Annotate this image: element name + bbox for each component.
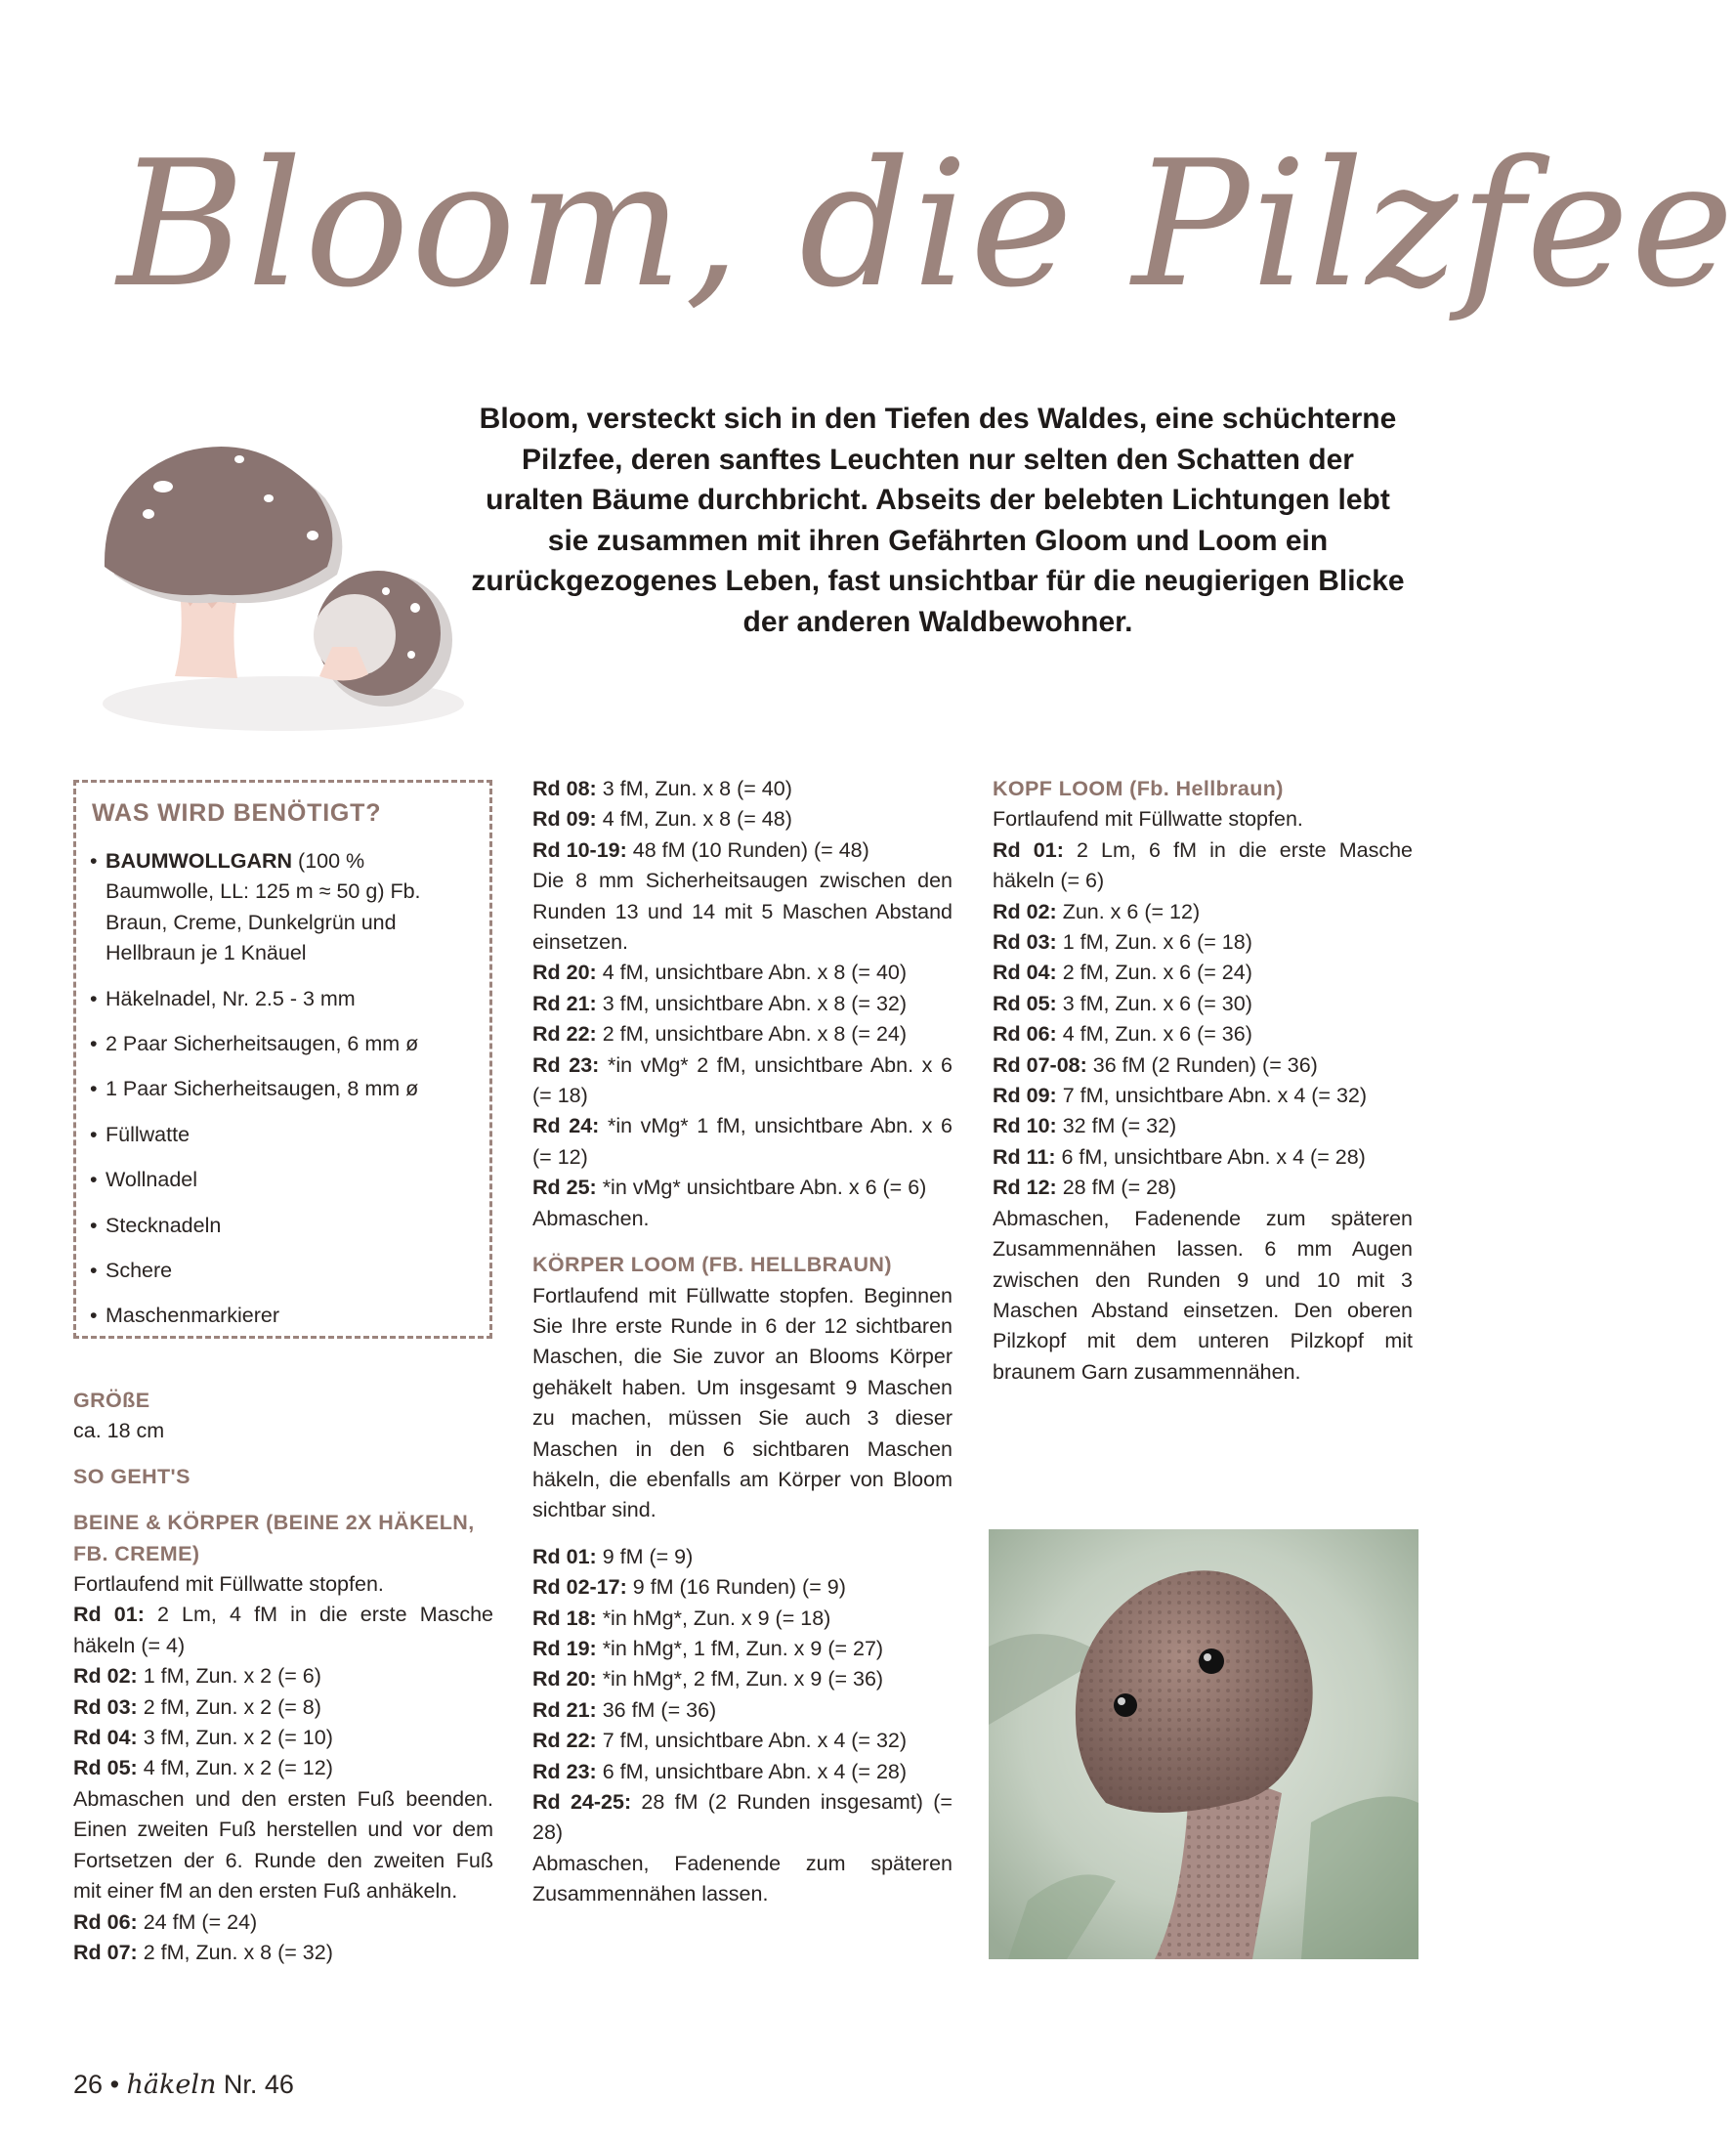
row-text: 4 fM, Zun. x 6 (= 36) — [1056, 1022, 1252, 1047]
right-column — [993, 774, 1413, 1388]
row-label: Rd 19: — [532, 1636, 597, 1660]
materials-list — [90, 846, 476, 1347]
materials-item-text: Häkelnadel, Nr. 2.5 - 3 mm — [106, 986, 356, 1010]
materials-item — [90, 1256, 476, 1286]
legs-intro: Fortlaufend mit Füllwatte stopfen. — [73, 1572, 384, 1597]
row-text: 28 fM (2 Runden insgesamt) (= 28) — [532, 1790, 953, 1845]
page-footer — [73, 2070, 294, 2100]
row-text: 1 fM, Zun. x 6 (= 18) — [1056, 930, 1252, 955]
row-text: 3 fM, unsichtbare Abn. x 8 (= 32) — [596, 991, 908, 1015]
middle-column — [532, 774, 953, 1910]
row-text: 9 fM (= 9) — [596, 1544, 694, 1568]
pattern-row — [532, 804, 953, 835]
row-label: Rd 09: — [993, 1084, 1057, 1108]
materials-item — [90, 984, 476, 1014]
row-label: Rd 24: — [532, 1114, 600, 1138]
materials-item — [90, 1211, 476, 1241]
pattern-row — [73, 1692, 493, 1723]
row-label: Rd 04: — [73, 1726, 138, 1750]
pattern-row — [73, 1600, 493, 1661]
row-label: Rd 25: — [532, 1176, 597, 1200]
page-number: 26 — [73, 2070, 104, 2099]
materials-item-text: Maschenmarkierer — [106, 1304, 280, 1328]
row-text: 36 fM (= 36) — [596, 1697, 717, 1722]
row-text: 32 fM (= 32) — [1056, 1114, 1177, 1138]
row-text: 7 fM, unsichtbare Abn. x 4 (= 32) — [1056, 1084, 1368, 1108]
pattern-row — [532, 1787, 953, 1849]
row-text: *in hMg*, 2 fM, Zun. x 9 (= 36) — [596, 1667, 884, 1691]
row-label: Rd 09: — [532, 807, 597, 832]
row-label: Rd 23: — [532, 1052, 600, 1077]
pattern-row — [73, 1907, 493, 1938]
pattern-row — [532, 1757, 953, 1787]
row-label: Rd 01: — [993, 837, 1064, 862]
page-title: Bloom, die Pilzfee — [117, 123, 1736, 325]
materials-item — [90, 1301, 476, 1331]
size-value: ca. 18 cm — [73, 1419, 165, 1443]
row-label: Rd 01: — [532, 1544, 597, 1568]
pattern-row — [993, 1204, 1413, 1388]
legs-rows — [73, 1600, 493, 1968]
body-loom-heading: KÖRPER LOOM (FB. HELLBRAUN) — [532, 1253, 892, 1277]
materials-title: WAS WIRD BENÖTIGT? — [92, 799, 382, 827]
pattern-row — [993, 1050, 1413, 1081]
row-text: 2 fM, unsichtbare Abn. x 8 (= 24) — [596, 1022, 908, 1047]
pattern-row — [532, 1542, 953, 1572]
row-text: 2 Lm, 6 fM in die erste Masche häkeln (= 6) — [993, 837, 1413, 893]
row-text: 2 fM, Zun. x 8 (= 32) — [137, 1940, 333, 1964]
row-label: Rd 03: — [73, 1694, 138, 1719]
pattern-row — [532, 1111, 953, 1173]
row-label: Rd 01: — [73, 1603, 145, 1627]
row-text: 24 fM (= 24) — [137, 1909, 258, 1934]
materials-item-text: Füllwatte — [106, 1122, 191, 1146]
pattern-row — [73, 1753, 493, 1783]
pattern-row — [993, 1081, 1413, 1111]
row-text: Abmaschen. — [532, 1206, 650, 1230]
pattern-row — [532, 1604, 953, 1634]
row-label: Rd 04: — [993, 961, 1057, 985]
row-label: Rd 23: — [532, 1759, 597, 1783]
row-label: Rd 22: — [532, 1022, 597, 1047]
head-loom-rows — [993, 835, 1413, 1388]
row-text: Abmaschen, Fadenende zum späteren Zusammennähen lassen. 6 mm Augen zwischen den Runden 9 und 10 mit 3 Maschen Abstand einsetzen. Den oberen Pilzkopf mit dem unteren Pilzkopf mit braunem Garn zusammennähen. — [993, 1206, 1413, 1384]
pattern-row — [532, 1050, 953, 1112]
pattern-row — [73, 1723, 493, 1753]
middle-rows — [532, 774, 953, 1234]
row-label: Rd 21: — [532, 1697, 597, 1722]
row-label: Rd 11: — [993, 1144, 1056, 1169]
mushroom-photo — [989, 1529, 1418, 1959]
row-label: Rd 21: — [532, 991, 597, 1015]
row-label: Rd 05: — [73, 1756, 138, 1780]
pattern-row — [532, 835, 953, 866]
row-text: 6 fM, unsichtbare Abn. x 4 (= 28) — [1055, 1144, 1366, 1169]
row-label: Rd 22: — [532, 1729, 597, 1753]
pattern-row — [993, 1111, 1413, 1141]
materials-item — [90, 1120, 476, 1150]
row-label: Rd 12: — [993, 1176, 1057, 1200]
pattern-row — [532, 1204, 953, 1234]
row-text: 4 fM, unsichtbare Abn. x 8 (= 40) — [596, 961, 908, 985]
head-loom-intro: Fortlaufend mit Füllwatte stopfen. — [993, 807, 1303, 832]
pattern-row — [73, 1938, 493, 1968]
left-column — [73, 1386, 493, 1968]
pattern-row — [532, 774, 953, 804]
pattern-row — [993, 927, 1413, 958]
row-label: Rd 18: — [532, 1606, 597, 1630]
row-text: 2 fM, Zun. x 6 (= 24) — [1056, 961, 1252, 985]
pattern-row — [993, 958, 1413, 988]
row-text: 4 fM, Zun. x 2 (= 12) — [137, 1756, 333, 1780]
materials-item-text: Wollnadel — [106, 1168, 198, 1192]
materials-item — [90, 1029, 476, 1059]
row-label: Rd 20: — [532, 1667, 597, 1691]
row-text: 2 fM, Zun. x 2 (= 8) — [137, 1694, 321, 1719]
pattern-row — [993, 1019, 1413, 1049]
materials-item-text: 1 Paar Sicherheitsaugen, 8 mm ø — [106, 1077, 419, 1101]
pattern-row — [532, 958, 953, 988]
row-label: Rd 07-08: — [993, 1052, 1087, 1077]
row-text: Abmaschen, Fadenende zum späteren Zusammennähen lassen. — [532, 1851, 953, 1906]
row-text: 3 fM, Zun. x 8 (= 40) — [596, 777, 792, 800]
pattern-row — [993, 835, 1413, 897]
howto-heading: SO GEHT'S — [73, 1464, 191, 1488]
row-label: Rd 02: — [993, 899, 1057, 923]
row-label: Rd 07: — [73, 1940, 138, 1964]
materials-item — [90, 1165, 476, 1195]
row-label: Rd 06: — [993, 1022, 1057, 1047]
row-text: *in hMg*, Zun. x 9 (= 18) — [596, 1606, 831, 1630]
pattern-row — [532, 1173, 953, 1203]
materials-item — [90, 1074, 476, 1104]
row-text: 6 fM, unsichtbare Abn. x 4 (= 28) — [596, 1759, 908, 1783]
intro-text: Bloom, versteckt sich in den Tiefen des Waldes, eine schüchterne Pilzfee, deren sanftes Leuchten nur selten den Schatten der uralten Bäume durchbricht. Abseits der belebten Lichtungen lebt sie zusammen mit ihren Gefährten Gloom und Loom ein zurückgezogenes Leben, fast unsichtbar für die neugierigen Blicke der anderen Waldbewohner. — [471, 403, 1405, 638]
row-label: Rd 02-17: — [532, 1575, 627, 1600]
row-text: 3 fM, Zun. x 2 (= 10) — [137, 1726, 333, 1750]
mushroom-illustration — [93, 420, 484, 733]
row-text: *in vMg* unsichtbare Abn. x 6 (= 6) — [596, 1176, 927, 1200]
magazine-name: häkeln — [126, 2070, 217, 2100]
row-label: Rd 05: — [993, 991, 1057, 1015]
pattern-row — [532, 866, 953, 958]
row-text: 7 fM, unsichtbare Abn. x 4 (= 32) — [596, 1729, 908, 1753]
materials-item-bold: BAUMWOLLGARN — [106, 849, 293, 873]
pattern-row — [532, 1726, 953, 1756]
pattern-row — [532, 1849, 953, 1910]
crochet-mushroom-photo-icon — [989, 1529, 1418, 1959]
row-label: Rd 24-25: — [532, 1790, 632, 1814]
row-text: 28 fM (= 28) — [1056, 1176, 1177, 1200]
pattern-row — [532, 1572, 953, 1603]
row-text: Zun. x 6 (= 12) — [1056, 899, 1201, 923]
materials-item-text: (100 % Baumwolle, LL: 125 m ≈ 50 g) Fb. Braun, Creme, Dunkelgrün und Hellbraun je 1 Knäuel — [106, 849, 421, 965]
materials-item-text: Schere — [106, 1259, 173, 1283]
row-label: Rd 20: — [532, 961, 597, 985]
footer-bullet: • — [109, 2070, 120, 2099]
issue-number: Nr. 46 — [223, 2070, 294, 2099]
row-label: Rd 10-19: — [532, 837, 627, 862]
row-label: Rd 03: — [993, 930, 1057, 955]
pattern-row — [532, 1634, 953, 1664]
pattern-row — [993, 1142, 1413, 1173]
row-text: Die 8 mm Sicherheitsaugen zwischen den Runden 13 und 14 mit 5 Maschen Abstand einsetzen. — [532, 869, 953, 955]
materials-item-text: 2 Paar Sicherheitsaugen, 6 mm ø — [106, 1032, 419, 1056]
head-loom-heading: KOPF LOOM (Fb. Hellbraun) — [993, 777, 1284, 800]
pattern-row — [532, 1019, 953, 1049]
pattern-row — [73, 1661, 493, 1691]
row-label: Rd 10: — [993, 1114, 1057, 1138]
row-text: *in vMg* 2 fM, unsichtbare Abn. x 6 (= 18) — [532, 1052, 953, 1108]
legs-heading: BEINE & KÖRPER (BEINE 2X HÄKELN, FB. CREME) — [73, 1511, 475, 1565]
body-loom-intro: Fortlaufend mit Füllwatte stopfen. Beginnen Sie Ihre erste Runde in 6 der 12 sichtbaren Maschen, die Sie zuvor an Blooms Körper gehäkelt haben. Um insgesamt 9 Maschen zu machen, müssen Sie auch 3 dieser Maschen in den 6 sichtbaren Maschen häkeln, die ebenfalls am Körper von Bloom sichtbar sind. — [532, 1283, 953, 1522]
row-text: 9 fM (16 Runden) (= 9) — [626, 1575, 846, 1600]
row-text: *in vMg* 1 fM, unsichtbare Abn. x 6 (= 12) — [532, 1114, 953, 1169]
materials-item-text: Stecknadeln — [106, 1213, 222, 1237]
pattern-row — [993, 989, 1413, 1019]
pattern-row — [532, 1664, 953, 1694]
row-text: *in hMg*, 1 fM, Zun. x 9 (= 27) — [596, 1636, 884, 1660]
row-text: 1 fM, Zun. x 2 (= 6) — [137, 1664, 321, 1689]
row-text: 3 fM, Zun. x 6 (= 30) — [1056, 991, 1252, 1015]
row-label: Rd 06: — [73, 1909, 138, 1934]
pattern-row — [73, 1784, 493, 1907]
body-loom-rows — [532, 1542, 953, 1910]
materials-item — [90, 846, 476, 969]
row-text: 48 fM (10 Runden) (= 48) — [626, 837, 869, 862]
row-label: Rd 08: — [532, 777, 597, 800]
row-text: 36 fM (2 Runden) (= 36) — [1086, 1052, 1318, 1077]
row-text: 2 Lm, 4 fM in die erste Masche häkeln (= 4) — [73, 1603, 493, 1657]
pattern-row — [532, 989, 953, 1019]
row-text: 4 fM, Zun. x 8 (= 48) — [596, 807, 792, 832]
pattern-row — [532, 1695, 953, 1726]
pattern-row — [993, 897, 1413, 927]
row-label: Rd 02: — [73, 1664, 138, 1689]
row-text: Abmaschen und den ersten Fuß beenden. Einen zweiten Fuß herstellen und vor dem Fortsetzen der 6. Runde den zweiten Fuß mit einer fM an den ersten Fuß anhäkeln. — [73, 1786, 493, 1904]
pattern-row — [993, 1173, 1413, 1203]
size-heading: GRÖßE — [73, 1389, 150, 1412]
